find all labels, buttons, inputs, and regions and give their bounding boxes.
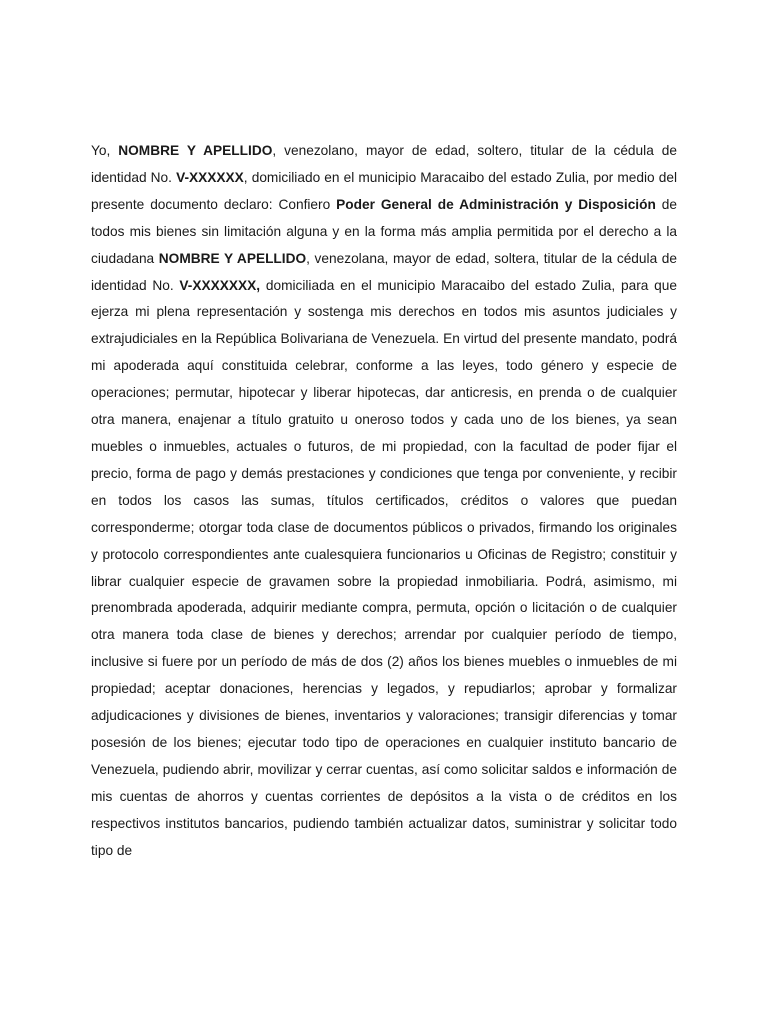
attorney-name: NOMBRE Y APELLIDO xyxy=(158,250,307,266)
text-segment: , venezolano, mayor de edad, soltero, titular de la cédula de identidad No. xyxy=(91,143,678,185)
grantor-id-number: V-XXXXXX xyxy=(176,169,244,185)
text-segment: , venezolana, mayor de edad, soltera, titular de la cédula de identidad No. xyxy=(91,250,678,293)
power-type: Poder General de Administración y Disposición xyxy=(336,196,656,212)
power-of-attorney-paragraph xyxy=(91,138,677,864)
document-page xyxy=(91,138,677,864)
text-segment: Yo, xyxy=(91,143,119,158)
text-segment: de todos mis bienes sin limitación alguna y en la forma más amplia permitida por el derecho a la ciudadana xyxy=(91,196,677,266)
text-segment: domiciliada en el municipio Maracaibo del estado Zulia, para que ejerza mi plena representación y sostenga mis derechos en todos mis asuntos judiciales y extrajudiciales en la República Bolivariana de Venezuela. En virtud del presente mandato, podrá mi apoderada aquí constituida celebrar, conforme a las leyes, todo género y especie de operaciones; permutar, hipotecar y liberar hipotecas, dar anticresis, en prenda o de cualquier otra manera, enajenar a título gratuito u oneroso todos y cada uno de los bienes, ya sean muebles o inmuebles, actuales o futuros, de mi propiedad, con la facultad de poder fijar el precio, forma de pago y demás prestaciones y condiciones que tenga por conveniente, y recibir en todos los casos las sumas, títulos certificados, créditos o valores que puedan corresponderme; otorgar toda clase de documentos públicos o privados, firmando los originales y protocolo correspondientes ante cualesquiera funcionarios u Oficinas de Registro; constituir y librar cualquier especie de gravamen sobre la propiedad inmobiliaria. Podrá, asimismo, mi prenombrada apoderada, adquirir mediante compra, permuta, opción o licitación o de cualquier otra manera toda clase de bienes y derechos; arrendar por cualquier período de tiempo, inclusive si fuere por un período de más de dos (2) años los bienes muebles o inmuebles de mi propiedad; aceptar donaciones, herencias y legados, y repudiarlos; aprobar y formalizar adjudicaciones y divisiones de bienes, inventarios y valoraciones; transigir diferencias y tomar posesión de los bienes; ejecutar todo tipo de operaciones en cualquier instituto bancario de Venezuela, pudiendo abrir, movilizar y cerrar cuentas, así como solicitar saldos e información de mis cuentas de ahorros y cuentas corrientes de depósitos a la vista o de créditos en los respectivos institutos bancarios, pudiendo también actualizar datos, suministrar y solicitar todo tipo de xyxy=(91,277,677,858)
text-segment: , domiciliado en el municipio Maracaibo del estado Zulia, por medio del presente documento declaro: Confiero xyxy=(91,169,677,212)
attorney-id-number: V-XXXXXXX, xyxy=(179,277,261,293)
grantor-name: NOMBRE Y APELLIDO xyxy=(118,143,273,158)
